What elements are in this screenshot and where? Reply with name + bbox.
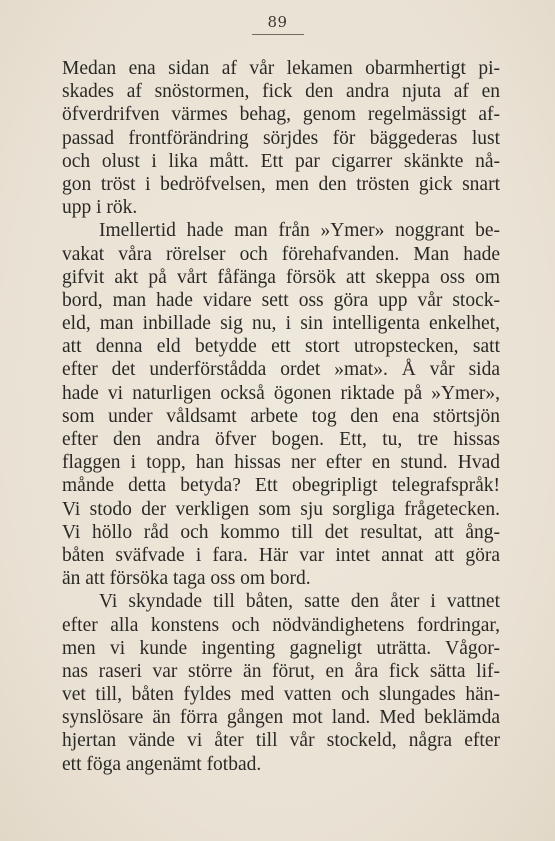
- text-line: båten sväfvade i fara. Här var intet annat att göra: [62, 544, 500, 566]
- text-line: hade vi naturligen också ögonen riktade på »Ymer»,: [62, 382, 500, 404]
- body-text: [62, 57, 500, 776]
- text-line: öfverdrifven värmes behag, genom regelmässigt af-: [62, 104, 500, 126]
- text-line: men vi kunde ingenting gagneligt uträtta. Vågor-: [62, 637, 500, 659]
- page-number-rule: [252, 34, 304, 35]
- text-line: hjertan vände vi åter till vår stockeld, några efter: [62, 730, 500, 752]
- text-line: nas raseri var större än förut, en åra fick sätta lif-: [62, 660, 500, 682]
- text-line: gifvit akt på vårt fåfänga försök att skeppa oss om: [62, 266, 500, 288]
- text-line: flaggen i topp, han hissas ner efter en stund. Hvad: [62, 452, 500, 474]
- text-line: efter alla konstens och nödvändighetens fordringar,: [62, 614, 500, 636]
- text-line: Medan ena sidan af vår lekamen obarmhertigt pi-: [62, 58, 500, 79]
- page-number: 89: [267, 13, 288, 31]
- text-line: vet till, båten fyldes med vatten och slungades hän-: [62, 684, 500, 706]
- text-line: Imellertid hade man från »Ymer» noggrant be-: [99, 220, 500, 242]
- text-line: gon tröst i bedröfvelsen, men den trösten gick snart: [62, 173, 500, 195]
- text-line: upp i rök.: [62, 197, 138, 219]
- text-line: Vi höllo råd och kommo till det resultat, att ång-: [62, 521, 500, 543]
- text-line: synslösare än förra gången mot land. Med beklämda: [62, 707, 500, 729]
- text-line: eld, man inbillade sig nu, i sin intelligenta enkelhet,: [62, 313, 500, 335]
- text-line: ett föga angenämt fotbad.: [62, 753, 262, 775]
- text-line: passad frontförändring sörjdes för bäggederas lust: [62, 127, 500, 149]
- text-line: månde detta betyda? Ett obegripligt telegrafspråk!: [62, 475, 500, 497]
- text-line: Vi stodo der verkligen som sju sorgliga frågetecken.: [62, 498, 500, 520]
- text-line: efter den andra öfver bogen. Ett, tu, tre hissas: [62, 429, 500, 450]
- text-line: som under våldsamt arbete tog den ena störtsjön: [62, 405, 500, 427]
- text-line: än att försöka taga oss om bord.: [62, 568, 311, 590]
- text-line: och olust i lika mått. Ett par cigarrer skänkte nå-: [62, 150, 500, 172]
- text-line: bord, man hade vidare sett oss göra upp vår stock-: [62, 289, 500, 311]
- text-line: vakat våra rörelser och förehafvanden. Man hade: [62, 243, 500, 265]
- text-line: skades af snöstormen, fick den andra njuta af en: [62, 81, 500, 103]
- text-line: Vi skyndade till båten, satte den åter i vattnet: [99, 591, 500, 613]
- text-line: efter det underförstådda ordet »mat». Å vår sida: [62, 359, 500, 381]
- text-line: att denna eld betydde ett stort utropstecken, satt: [62, 336, 500, 358]
